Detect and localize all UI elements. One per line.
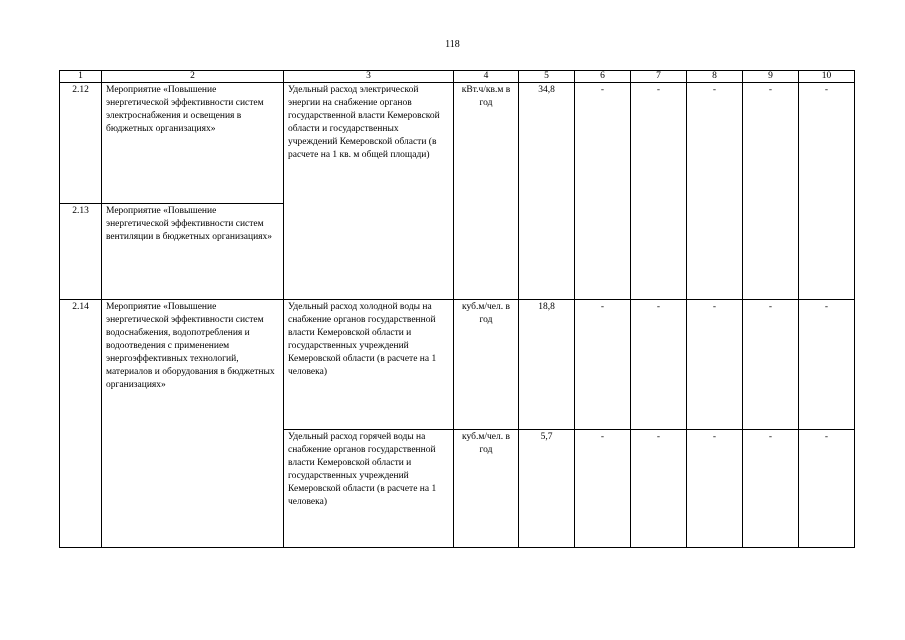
column-header: 4 [454,71,519,83]
indicator-cell: Удельный расход горячей воды на снабжение органов государственной власти Кемеровской области и государственных учреждений Кемеровской области (в расчете на 1 человека) [284,430,454,548]
column-header: 3 [284,71,454,83]
value-cell: - [743,430,799,548]
row-number: 2.12 [60,83,102,204]
column-header: 8 [687,71,743,83]
value-cell: - [743,83,799,300]
row-number: 2.14 [60,300,102,548]
column-header: 9 [743,71,799,83]
value-cell: - [799,430,855,548]
value-cell: - [631,300,687,430]
column-header: 5 [519,71,575,83]
table-row [60,300,855,430]
unit-cell: куб.м/чел. в год [454,300,519,430]
indicator-cell: Удельный расход холодной воды на снабжение органов государственной власти Кемеровской области и государственных учреждений Кемеровской области (в расчете на 1 человека) [284,300,454,430]
value-cell: 34,8 [519,83,575,300]
value-cell: - [687,430,743,548]
value-cell: - [575,430,631,548]
event-cell: Мероприятие «Повышение энергетической эффективности систем вентиляции в бюджетных организациях» [102,204,284,300]
page-number: 118 [445,39,460,50]
table-row [60,83,855,204]
column-header: 1 [60,71,102,83]
column-header: 7 [631,71,687,83]
value-cell: - [799,300,855,430]
row-number: 2.13 [60,204,102,300]
indicators-table [59,70,855,548]
value-cell: - [743,300,799,430]
column-header: 6 [575,71,631,83]
column-header: 2 [102,71,284,83]
value-cell: - [631,430,687,548]
value-cell: - [799,83,855,300]
event-cell: Мероприятие «Повышение энергетической эффективности систем водоснабжения, водопотребления и водоотведения с применением энергоэффективных технологий, материалов и оборудования в бюджетных организациях» [102,300,284,548]
indicator-cell: Удельный расход электрической энергии на снабжение органов государственной власти Кемеровской области и государственных учреждений Кемеровской области (в расчете на 1 кв. м общей площади) [284,83,454,300]
value-cell: - [687,300,743,430]
column-header: 10 [799,71,855,83]
value-cell: 18,8 [519,300,575,430]
value-cell: - [575,300,631,430]
value-cell: - [631,83,687,300]
unit-cell: кВт.ч/кв.м в год [454,83,519,300]
value-cell: - [687,83,743,300]
column-number-row [60,71,855,83]
unit-cell: куб.м/чел. в год [454,430,519,548]
value-cell: 5,7 [519,430,575,548]
event-cell: Мероприятие «Повышение энергетической эффективности систем электроснабжения и освещения в бюджетных организациях» [102,83,284,204]
value-cell: - [575,83,631,300]
